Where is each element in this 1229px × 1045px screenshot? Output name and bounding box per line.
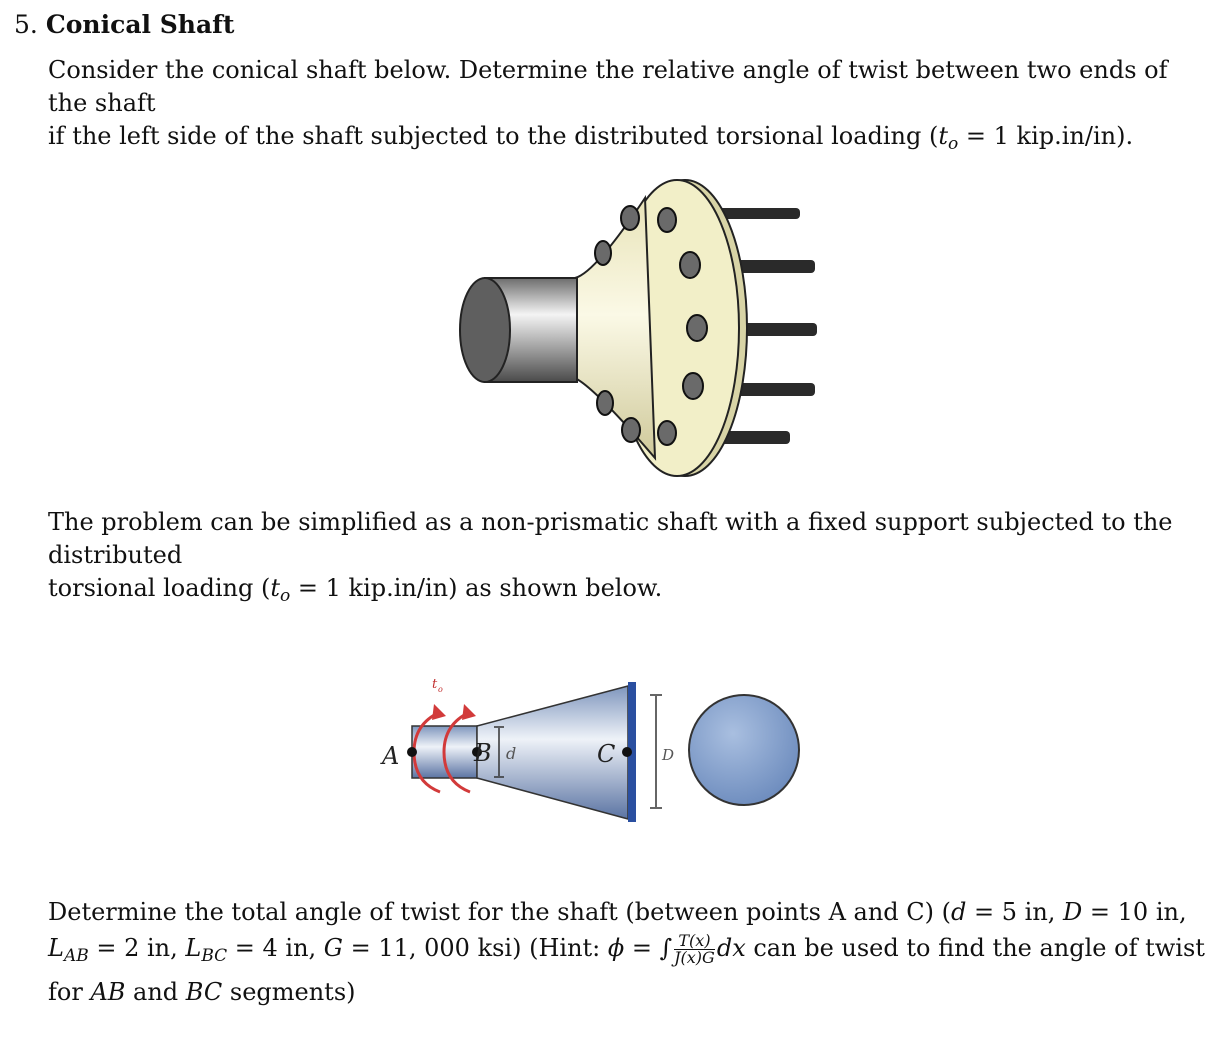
intro-paragraph [48,54,1213,161]
hint-fraction [674,933,715,966]
sym-L-bc: L [185,934,202,962]
problem-number: 5. [14,10,38,39]
question-line-2 [48,930,1213,974]
point-c [622,747,632,757]
simplify-paragraph [48,506,1213,613]
intro-line-2 [48,120,1213,161]
q-text-3b: and [125,978,186,1006]
q-text-3a: for [48,978,91,1006]
problem-heading [14,10,234,39]
sym-D: D [1063,898,1083,926]
seg-ab: AB [90,978,126,1006]
intro-text-a: if the left side of the shaft subjected to the distributed torsional loading ( [48,122,939,150]
simplify-text-b: = 1 kip.in/in) as shown below. [290,574,663,602]
sym-o: o [280,586,291,606]
problem-title: Conical Shaft [45,10,235,39]
sym-dx: dx [716,934,746,962]
label-b: B [474,739,492,767]
label-a: A [382,742,400,770]
sub-bc: BC [201,946,228,966]
question-paragraph [48,894,1213,1010]
frac-denominator: J(x)G [674,948,715,967]
sub-ab: AB [63,946,89,966]
q-text-2e: can be used to find the angle of twist [745,934,1205,962]
conical-shaft-illustration [445,178,825,478]
sym-G: G [323,934,343,962]
intro-line-1: Consider the conical shaft below. Determine the relative angle of twist between two ends of the shaft [48,56,1168,117]
shaft-diagram [370,664,810,834]
sym-L-ab: L [48,934,64,962]
sym-phi: ϕ [607,934,625,962]
label-d: d [506,744,517,763]
sym-t: t [938,122,949,150]
question-line-1 [48,894,1213,930]
simplify-line-2 [48,572,1213,613]
q-text-2b: = 4 in, [227,934,324,962]
sym-d: d [951,898,967,926]
point-a [407,747,417,757]
cross-section-circle [689,695,799,805]
seg-bc: BC [185,978,223,1006]
simplify-text-a: torsional loading ( [48,574,271,602]
frac-numerator: T(x) [674,933,715,950]
label-D: D [662,746,675,764]
simplify-line-1: The problem can be simplified as a non-prismatic shaft with a fixed support subjected to the distributed [48,508,1173,569]
q-text-1c: = 10 in, [1082,898,1187,926]
question-line-3 [48,974,1213,1010]
label-to: t [432,677,438,692]
q-text-1a: Determine the total angle of twist for the shaft (between points A and C) ( [48,898,952,926]
label-c: C [597,740,616,768]
q-text-2d: = ∫ [624,934,673,962]
q-text-2c: = 11, 000 ksi) (Hint: [342,934,608,962]
intro-text-b: = 1 kip.in/in). [958,122,1134,150]
label-to-sub: o [438,685,443,694]
sym-o: o [948,134,959,154]
q-text-2a: = 2 in, [88,934,186,962]
q-text-3c: segments) [222,978,356,1006]
sym-t: t [270,574,281,602]
q-text-1b: = 5 in, [966,898,1064,926]
